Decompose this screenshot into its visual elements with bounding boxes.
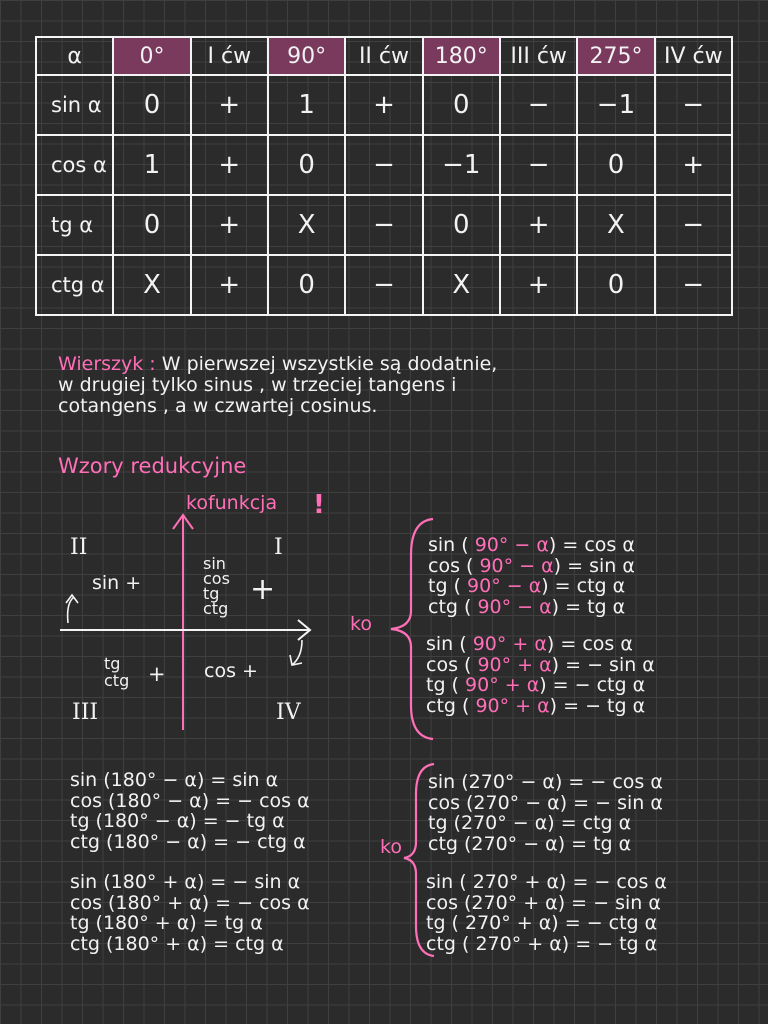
formula-line: cos ( 90° + α) = − sin α: [426, 653, 655, 676]
table-cell: 0: [268, 135, 345, 195]
table-cell: −: [500, 135, 577, 195]
formula-line: tg (180° − α) = − tg α: [70, 810, 285, 832]
q1-sin: sin: [203, 554, 226, 573]
table-cell: 0: [577, 135, 654, 195]
table-cell-function: ctg α: [36, 255, 113, 315]
mnemonic-line-3: cotangens , a w czwartej cosinus.: [58, 395, 378, 417]
table-header-row: [36, 37, 732, 75]
formula-line: cos (270° − α) = − sin α: [428, 791, 663, 814]
formula-line: cos (180° + α) = − cos α: [70, 891, 310, 914]
table-cell: X: [577, 195, 654, 255]
table-header: 0°: [113, 37, 190, 75]
quadrant-3-list: [104, 655, 129, 689]
table-cell: −1: [423, 135, 500, 195]
quadrant-2-sign: sin +: [92, 572, 142, 594]
q1-cos: cos: [203, 569, 230, 588]
table-cell: +: [191, 75, 268, 135]
q1-ctg: ctg: [203, 599, 229, 618]
formula-line: ctg ( 90° + α) = − tg α: [426, 694, 646, 717]
quadrant-1-label: I: [274, 535, 283, 560]
formula-line: sin (180° + α) = − sin α: [70, 871, 301, 893]
kofunkcja-label: kofunkcja: [186, 492, 278, 514]
formula-line: tg ( 270° + α) = − ctg α: [426, 912, 658, 934]
table-header: 90°: [268, 37, 345, 75]
quadrant-3-label: III: [72, 700, 99, 725]
formula-line: tg ( 90° + α) = − ctg α: [426, 674, 646, 696]
table-cell: −: [345, 195, 422, 255]
q1-tg: tg: [203, 584, 220, 603]
table-cell: +: [191, 135, 268, 195]
table-cell: X: [268, 195, 345, 255]
table-cell: −: [345, 255, 422, 315]
ko-label-90: ko: [350, 613, 372, 635]
formula-line: sin (270° − α) = − cos α: [428, 771, 663, 793]
formula-line: sin ( 90° + α) = cos α: [426, 633, 633, 655]
table-cell: −1: [577, 75, 654, 135]
quadrant-4-sign: cos +: [204, 660, 258, 682]
formula-group-90-plus: [426, 634, 655, 716]
formula-line: cos (270° + α) = − sin α: [426, 891, 661, 914]
table-cell: 0: [577, 255, 654, 315]
table-header: I ćw: [191, 37, 268, 75]
table-cell: +: [345, 75, 422, 135]
formula-line: ctg (270° − α) = tg α: [428, 832, 632, 855]
table-header: 180°: [423, 37, 500, 75]
table-header: α: [36, 37, 113, 75]
table-row: [36, 75, 732, 135]
formula-line: cos ( 90° − α) = sin α: [428, 554, 635, 577]
table-cell: 1: [268, 75, 345, 135]
table-cell: 0: [113, 75, 190, 135]
formula-group-270-minus: [428, 772, 663, 854]
formula-line: ctg (180° + α) = ctg α: [70, 932, 284, 955]
mnemonic-label: Wierszyk :: [58, 353, 156, 375]
table-cell: +: [500, 255, 577, 315]
formula-line: tg (180° + α) = tg α: [70, 912, 263, 934]
section-title: Wzory redukcyjne: [58, 454, 247, 478]
formula-group-90-minus: [428, 535, 635, 617]
table-cell: −: [345, 135, 422, 195]
quadrant-1-plus: +: [250, 572, 276, 607]
table-cell: 0: [423, 195, 500, 255]
mnemonic-line-1: [58, 354, 497, 374]
table-cell: +: [655, 135, 732, 195]
formula-line: tg ( 90° − α) = ctg α: [428, 575, 626, 597]
quadrant-4-label: IV: [276, 700, 301, 725]
table-cell: 1: [113, 135, 190, 195]
q3-ctg: ctg: [104, 671, 130, 690]
table-cell-function: sin α: [36, 75, 113, 135]
sign-table: [35, 36, 733, 316]
table-cell: +: [191, 255, 268, 315]
table-cell: −: [500, 75, 577, 135]
table-cell: X: [423, 255, 500, 315]
table-row: [36, 195, 732, 255]
formula-group-180-minus: [70, 770, 310, 852]
table-cell: 0: [423, 75, 500, 135]
formula-group-180-plus: [70, 872, 310, 954]
formula-line: sin (180° − α) = sin α: [70, 769, 279, 791]
table-cell-function: cos α: [36, 135, 113, 195]
formula-line: sin ( 90° − α) = cos α: [428, 534, 635, 556]
mnemonic-text: W pierwszej wszystkie są dodatnie,: [161, 353, 498, 375]
table-cell: +: [500, 195, 577, 255]
table-cell: −: [655, 75, 732, 135]
table-cell: −: [655, 255, 732, 315]
table-header: 275°: [577, 37, 654, 75]
formula-line: tg (270° − α) = ctg α: [428, 812, 632, 834]
table-cell: +: [191, 195, 268, 255]
formula-group-270-plus: [426, 872, 667, 954]
table-header: II ćw: [345, 37, 422, 75]
formula-line: ctg (180° − α) = − ctg α: [70, 830, 306, 853]
table-cell: −: [655, 195, 732, 255]
table-row: [36, 255, 732, 315]
formula-line: sin ( 270° + α) = − cos α: [426, 871, 667, 893]
table-cell: 0: [113, 195, 190, 255]
formula-line: cos (180° − α) = − cos α: [70, 789, 310, 812]
table-header: III ćw: [500, 37, 577, 75]
table-row: [36, 135, 732, 195]
ko-label-270: ko: [380, 836, 402, 858]
exclamation-mark: !: [313, 490, 325, 520]
table-cell: 0: [268, 255, 345, 315]
formula-line: ctg ( 270° + α) = − tg α: [426, 932, 658, 955]
quadrant-2-label: II: [70, 535, 88, 560]
table-header: IV ćw: [655, 37, 732, 75]
q3-tg: tg: [104, 654, 121, 673]
table-cell: X: [113, 255, 190, 315]
table-cell-function: tg α: [36, 195, 113, 255]
quadrant-3-plus: +: [148, 662, 166, 686]
mnemonic-line-2: w drugiej tylko sinus , w trzeciej tangens i: [58, 374, 457, 396]
formula-line: ctg ( 90° − α) = tg α: [428, 595, 626, 618]
quadrant-1-list: [203, 556, 230, 616]
